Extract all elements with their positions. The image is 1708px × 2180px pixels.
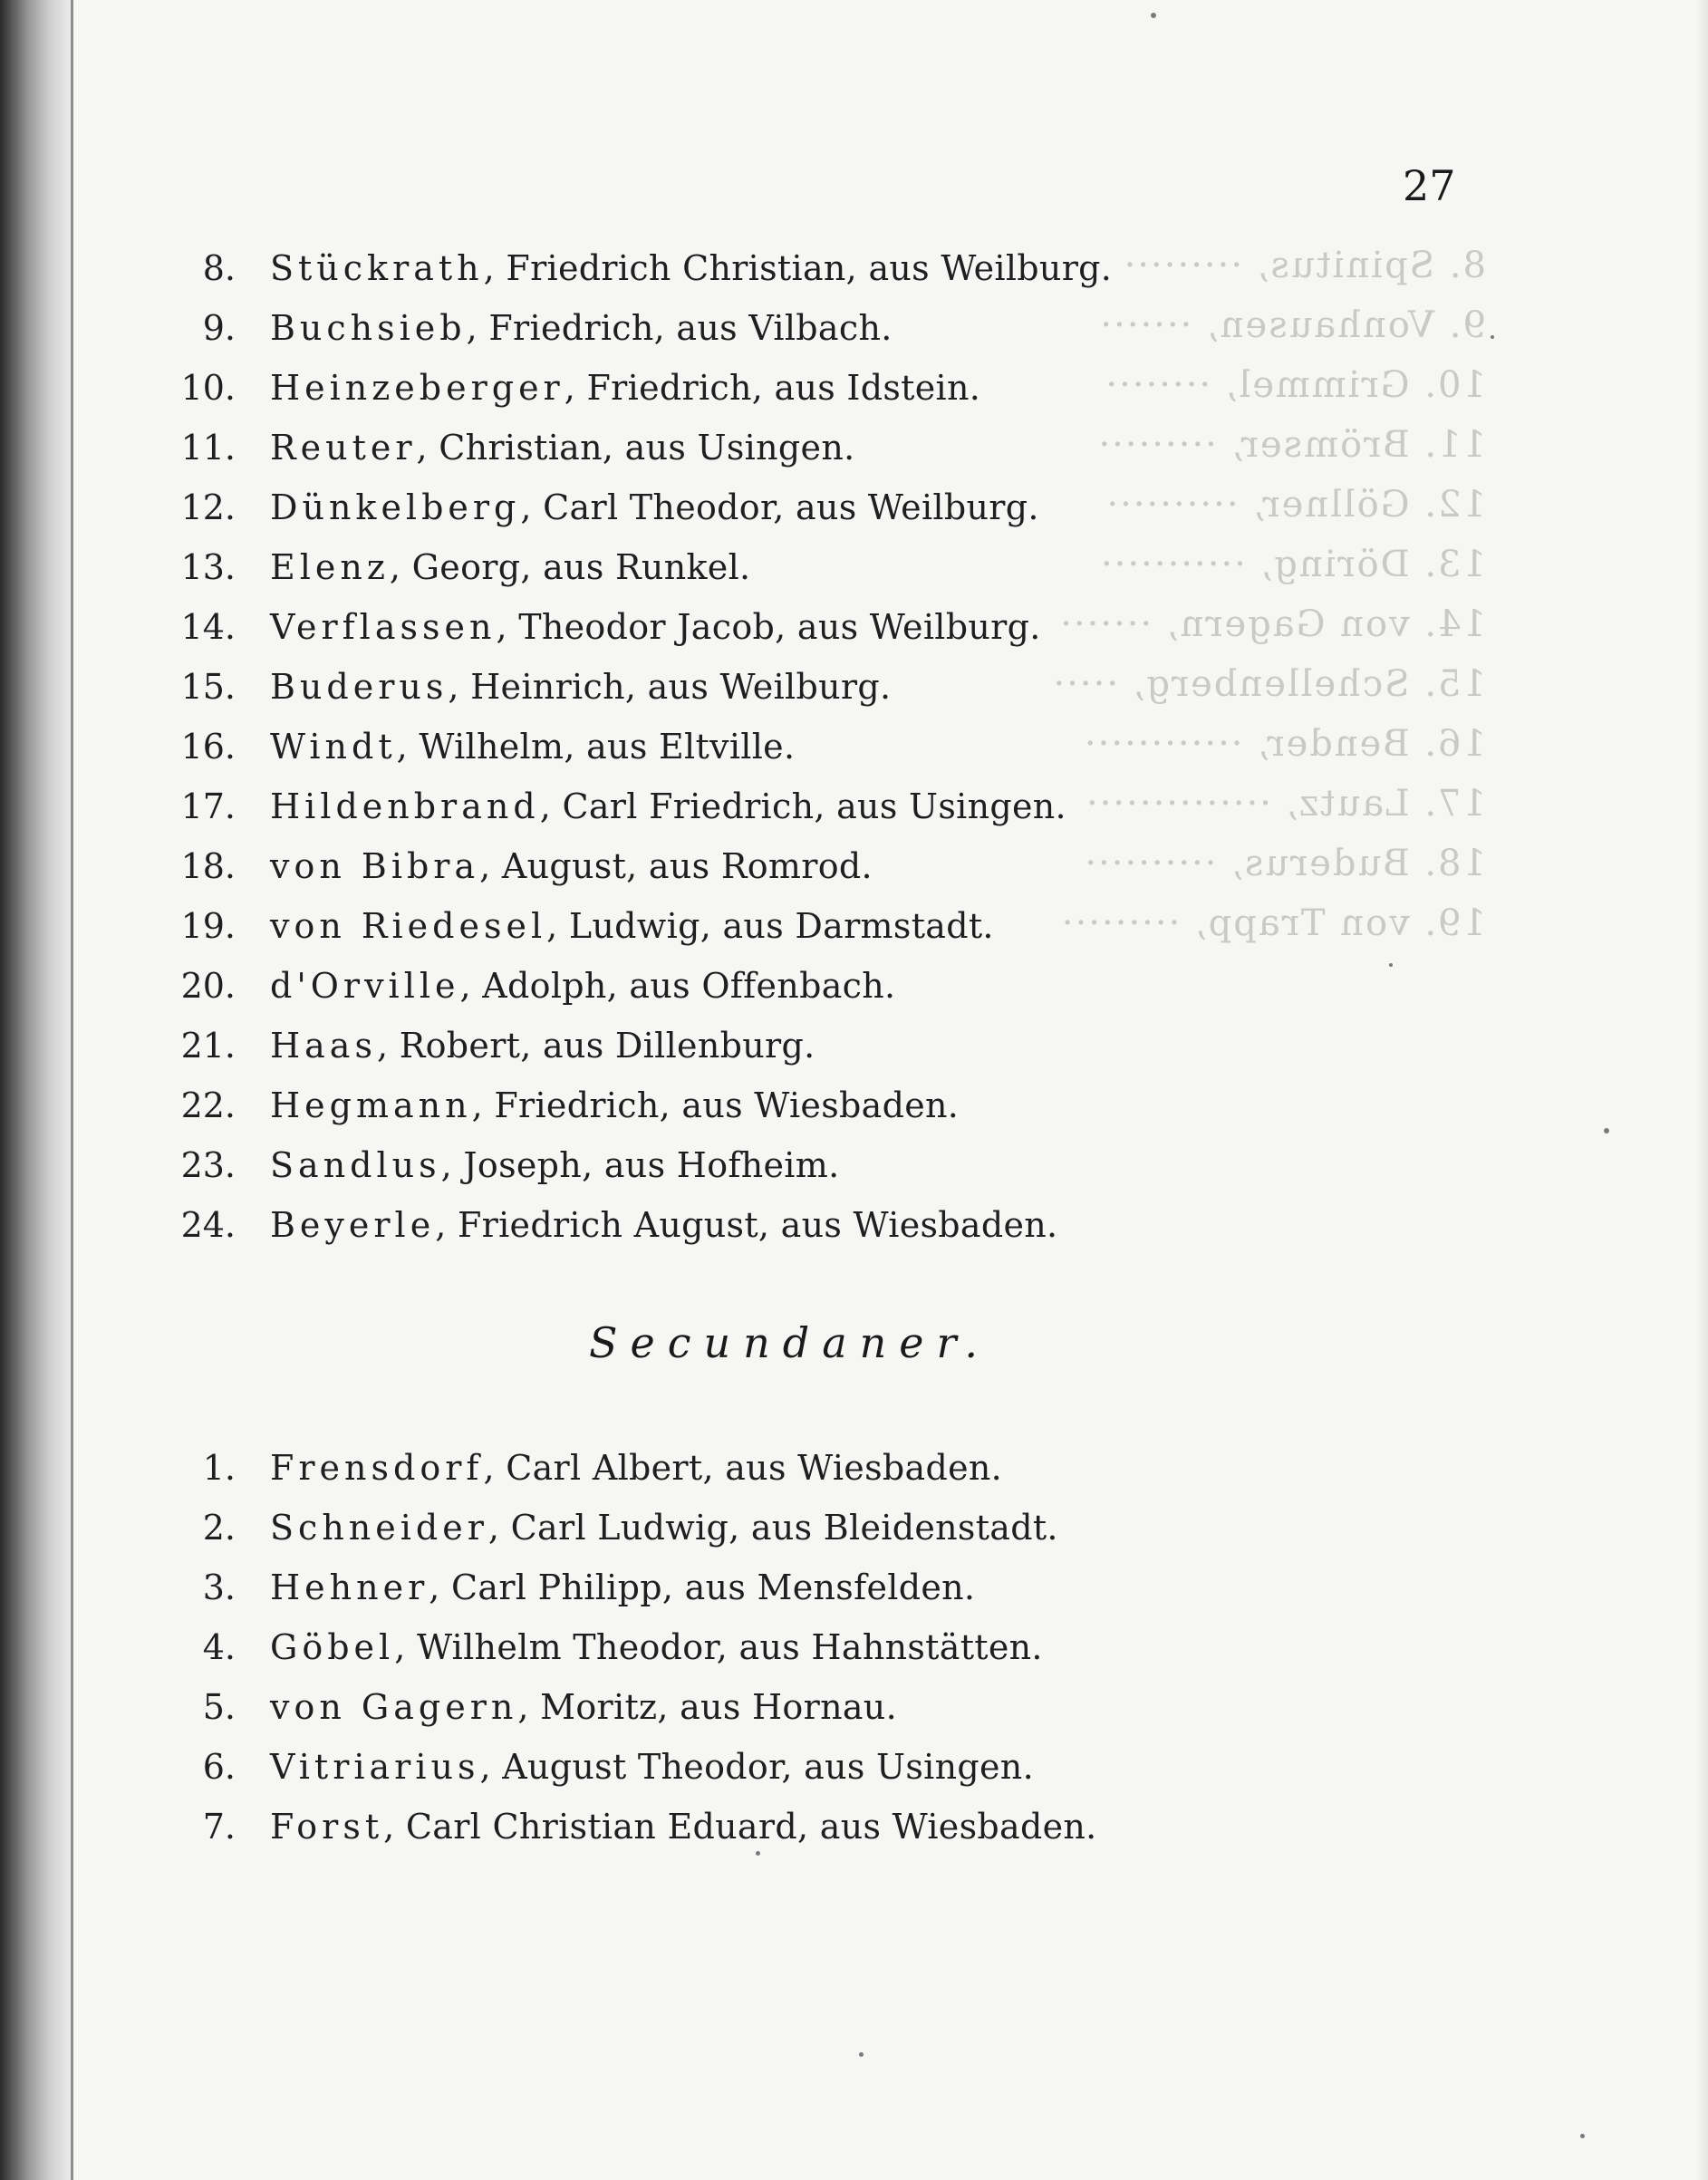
entry-number: 9. xyxy=(202,308,236,348)
entry-details: , Heinrich, aus Weilburg. xyxy=(448,667,892,707)
entry-number: 23. xyxy=(180,1145,236,1185)
entry-number: 10. xyxy=(180,368,236,408)
entry-surname: von Riedesel xyxy=(270,906,547,946)
entry-number: 11. xyxy=(180,428,236,468)
entry-details: , Friedrich August, aus Wiesbaden. xyxy=(435,1205,1058,1245)
entry-surname: Hegmann xyxy=(270,1085,472,1125)
entry-details: , Wilhelm Theodor, aus Hahnstätten. xyxy=(394,1627,1043,1667)
paper-speck xyxy=(1389,963,1393,967)
list-item xyxy=(154,956,1112,1016)
entry-number: 20. xyxy=(180,966,236,1006)
book-binding xyxy=(0,0,71,2180)
list-item xyxy=(154,896,1112,956)
entry-details: , Carl Theodor, aus Weilburg. xyxy=(520,487,1039,527)
list-item xyxy=(154,298,1112,358)
entry-surname: Reuter xyxy=(270,428,417,468)
entry-number: 16. xyxy=(180,727,236,767)
list-item xyxy=(154,777,1112,836)
list-item xyxy=(154,1195,1112,1255)
entry-number: 21. xyxy=(180,1026,236,1066)
entry-surname: von Gagern xyxy=(270,1687,518,1727)
entry-surname: d'Orville xyxy=(270,966,460,1006)
entry-surname: Hildenbrand xyxy=(270,786,540,826)
entry-number: 6. xyxy=(202,1747,236,1787)
student-list-primaner xyxy=(154,238,1112,1255)
entry-number: 14. xyxy=(180,607,236,647)
entry-number: 24. xyxy=(180,1205,236,1245)
bleed-through-text: 8. Spinitus, ········· 9. Vonhausen, ······· 10. Grimmel, ········ 11. Brömser, ········· 12. Göllner, ·········· 13. Döring, ··········· 14. von Gagern, ······· 15. Schellenberg, ····· 16. Bender, ············ 17. Lautz, ·············· 18. Buderus, ·········· 19. von Trapp, ········· xyxy=(1051,245,1486,944)
entry-details: , Friedrich, aus Vilbach. xyxy=(466,308,893,348)
entry-details: , Moritz, aus Hornau. xyxy=(517,1687,897,1727)
entry-surname: Frensdorf xyxy=(270,1448,484,1488)
entry-number: 4. xyxy=(202,1627,236,1667)
list-item xyxy=(154,1498,1097,1558)
entry-surname: Göbel xyxy=(270,1627,395,1667)
entry-number: 1. xyxy=(202,1448,236,1488)
entry-details: , Joseph, aus Hofheim. xyxy=(440,1145,840,1185)
list-item xyxy=(154,358,1112,418)
entry-details: , Friedrich, aus Wiesbaden. xyxy=(471,1085,960,1125)
paper-speck xyxy=(756,1851,760,1856)
list-item xyxy=(154,1677,1097,1737)
entry-surname: Elenz xyxy=(270,547,390,587)
entry-details: , Carl Philipp, aus Mensfelden. xyxy=(429,1567,976,1607)
entry-details: , August, aus Romrod. xyxy=(479,846,873,886)
paper-speck xyxy=(1604,1128,1609,1133)
paper-speck xyxy=(1151,13,1156,18)
list-item xyxy=(154,1617,1097,1677)
entry-details: , Adolph, aus Offenbach. xyxy=(459,966,896,1006)
list-item xyxy=(154,1438,1097,1498)
list-item xyxy=(154,1016,1112,1076)
entry-number: 17. xyxy=(180,786,236,826)
student-list-secundaner xyxy=(154,1438,1097,1857)
entry-number: 12. xyxy=(180,487,236,527)
entry-surname: Hehner xyxy=(270,1567,429,1607)
entry-number: 7. xyxy=(202,1807,236,1847)
page-shadow xyxy=(1695,0,1708,2180)
paper-speck xyxy=(859,2052,864,2057)
entry-details: , Friedrich Christian, aus Weilburg. xyxy=(483,248,1113,288)
list-item xyxy=(154,836,1112,896)
entry-surname: Vitriarius xyxy=(270,1747,480,1787)
entry-details: , Ludwig, aus Darmstadt. xyxy=(546,906,994,946)
entry-surname: von Bibra xyxy=(270,846,480,886)
entry-surname: Dünkelberg xyxy=(270,487,521,527)
entry-number: 5. xyxy=(202,1687,236,1727)
entry-number: 15. xyxy=(180,667,236,707)
entry-surname: Stückrath xyxy=(270,248,484,288)
list-item xyxy=(154,657,1112,717)
entry-surname: Forst xyxy=(270,1807,384,1847)
list-item xyxy=(154,477,1112,537)
entry-number: 22. xyxy=(180,1085,236,1125)
entry-surname: Beyerle xyxy=(270,1205,436,1245)
entry-number: 2. xyxy=(202,1508,236,1548)
entry-details: , August Theodor, aus Usingen. xyxy=(479,1747,1034,1787)
entry-details: , Carl Ludwig, aus Bleidenstadt. xyxy=(487,1508,1058,1548)
list-item xyxy=(154,1737,1097,1797)
entry-number: 8. xyxy=(202,248,236,288)
list-item xyxy=(154,717,1112,777)
entry-details: , Wilhelm, aus Eltville. xyxy=(396,727,796,767)
entry-details: , Friedrich, aus Idstein. xyxy=(564,368,981,408)
list-item xyxy=(154,537,1112,597)
entry-number: 18. xyxy=(180,846,236,886)
entry-details: , Theodor Jacob, aus Weilburg. xyxy=(496,607,1041,647)
page-number: 27 xyxy=(1403,161,1456,210)
list-item xyxy=(154,1076,1112,1135)
paper-speck xyxy=(1580,2134,1585,2138)
entry-surname: Windt xyxy=(270,727,397,767)
entry-details: , Carl Albert, aus Wiesbaden. xyxy=(483,1448,1003,1488)
entry-details: , Carl Friedrich, aus Usingen. xyxy=(539,786,1066,826)
entry-surname: Buderus xyxy=(270,667,449,707)
entry-number: 3. xyxy=(202,1567,236,1607)
entry-surname: Buchsieb xyxy=(270,308,467,348)
list-item xyxy=(154,1797,1097,1857)
entry-surname: Schneider xyxy=(270,1508,488,1548)
entry-surname: Heinzeberger xyxy=(270,368,565,408)
section-heading: Secundaner. xyxy=(589,1318,991,1367)
entry-details: , Carl Christian Eduard, aus Wiesbaden. xyxy=(383,1807,1097,1847)
entry-surname: Sandlus xyxy=(270,1145,441,1185)
entry-number: 19. xyxy=(180,906,236,946)
list-item xyxy=(154,238,1112,298)
list-item xyxy=(154,597,1112,657)
list-item xyxy=(154,1558,1097,1617)
entry-surname: Haas xyxy=(270,1026,377,1066)
entry-details: , Robert, aus Dillenburg. xyxy=(376,1026,815,1066)
list-item xyxy=(154,1135,1112,1195)
entry-details: , Georg, aus Runkel. xyxy=(389,547,751,587)
paper-speck xyxy=(1491,335,1494,339)
entry-details: , Christian, aus Usingen. xyxy=(416,428,855,468)
page-edge xyxy=(71,0,73,2180)
entry-surname: Verflassen xyxy=(270,607,497,647)
entry-number: 13. xyxy=(180,547,236,587)
list-item xyxy=(154,418,1112,477)
